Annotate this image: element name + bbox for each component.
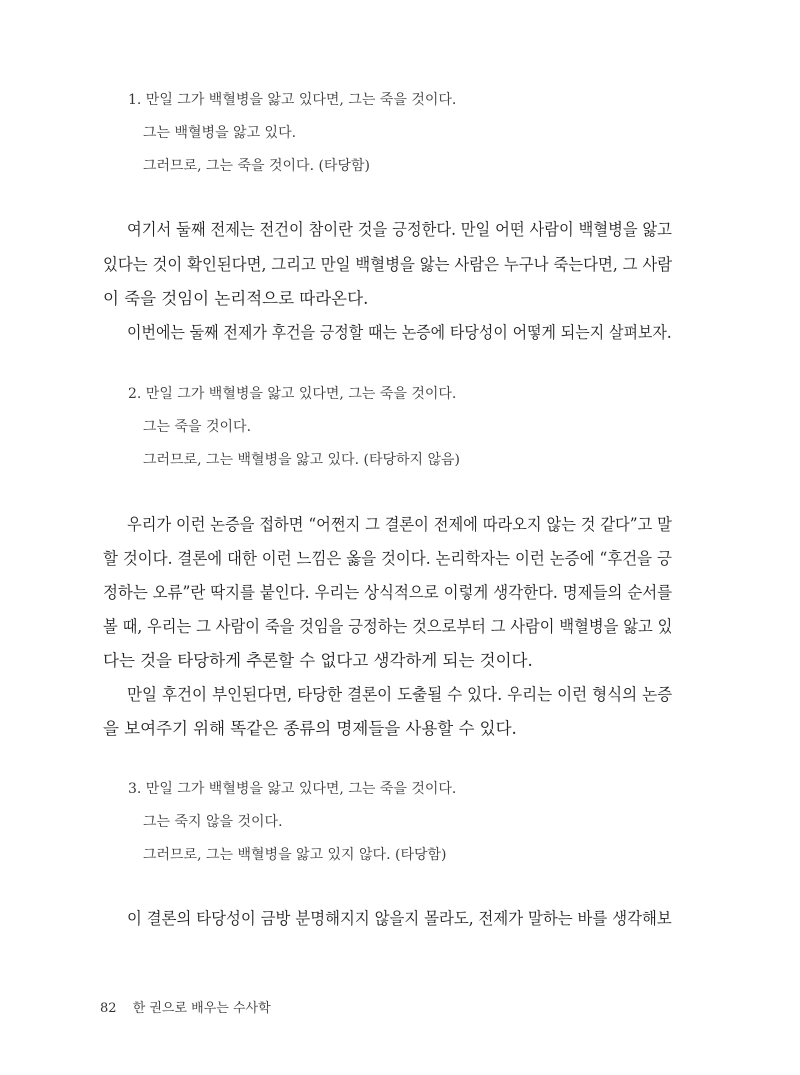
paragraph-1-line-1: 여기서 둘째 전제는 전건이 참이란 것을 긍정한다. 만일 어떤 사람이 백혈병을 앓고: [127, 220, 672, 239]
paragraph-3-line-1: 이 결론의 타당성이 금방 분명해지지 않을지 몰라도, 전제가 말하는 바를 생각해보: [127, 909, 672, 928]
paragraph-2-line-5: 다는 것을 타당하게 추론할 수 없다고 생각하게 되는 것이다.: [103, 651, 533, 670]
paragraph-2-line-1: 우리가 이런 논증을 접하면 “어쩐지 그 결론이 전제에 따라오지 않는 것 같다”고 말: [127, 515, 672, 534]
example-2-conclusion: 그러므로, 그는 백혈병을 앓고 있다. (타당하지 않음): [143, 452, 461, 468]
paragraph-1-line-2: 있다는 것이 확인된다면, 그리고 만일 백혈병을 앓는 사람은 누구나 죽는다면, 그 사람: [103, 255, 673, 274]
page-number: 82: [100, 1001, 117, 1016]
example-1-conclusion: 그러므로, 그는 죽을 것이다. (타당함): [143, 158, 370, 174]
example-3-conclusion: 그러므로, 그는 백혈병을 앓고 있지 않다. (타당함): [143, 847, 447, 863]
running-title: 한 권으로 배우는 수사학: [132, 1001, 271, 1016]
example-3-premise-1: 3. 만일 그가 백혈병을 앓고 있다면, 그는 죽을 것이다.: [128, 781, 457, 797]
paragraph-2-line-4: 볼 때, 우리는 그 사람이 죽을 것임을 긍정하는 것으로부터 그 사람이 백혈병을 앓고 있: [103, 617, 673, 636]
paragraph-1-line-3: 이 죽을 것임이 논리적으로 따라온다.: [103, 289, 369, 308]
example-2-premise-2: 그는 죽을 것이다.: [143, 419, 252, 435]
paragraph-1-line-4: 이번에는 둘째 전제가 후건을 긍정할 때는 논증에 타당성이 어떻게 되는지 살펴보자.: [127, 323, 672, 342]
example-2-premise-1: 2. 만일 그가 백혈병을 앓고 있다면, 그는 죽을 것이다.: [128, 386, 457, 402]
page-footer: [100, 997, 271, 1016]
paragraph-2-line-2: 할 것이다. 결론에 대한 이런 느낌은 옳을 것이다. 논리학자는 이런 논증에 “후건을 긍: [103, 549, 672, 568]
paragraph-2-line-7: 을 보여주기 위해 똑같은 종류의 명제들을 사용할 수 있다.: [103, 719, 517, 738]
example-1-premise-1: 1. 만일 그가 백혈병을 앓고 있다면, 그는 죽을 것이다.: [128, 92, 457, 108]
paragraph-2-line-3: 정하는 오류”란 딱지를 붙인다. 우리는 상식적으로 이렇게 생각한다. 명제들의 순서를: [103, 583, 673, 602]
example-1-premise-2: 그는 백혈병을 앓고 있다.: [143, 125, 297, 141]
example-3-premise-2: 그는 죽지 않을 것이다.: [143, 814, 283, 830]
paragraph-2-line-6: 만일 후건이 부인된다면, 타당한 결론이 도출될 수 있다. 우리는 이런 형식의 논증: [127, 685, 673, 704]
